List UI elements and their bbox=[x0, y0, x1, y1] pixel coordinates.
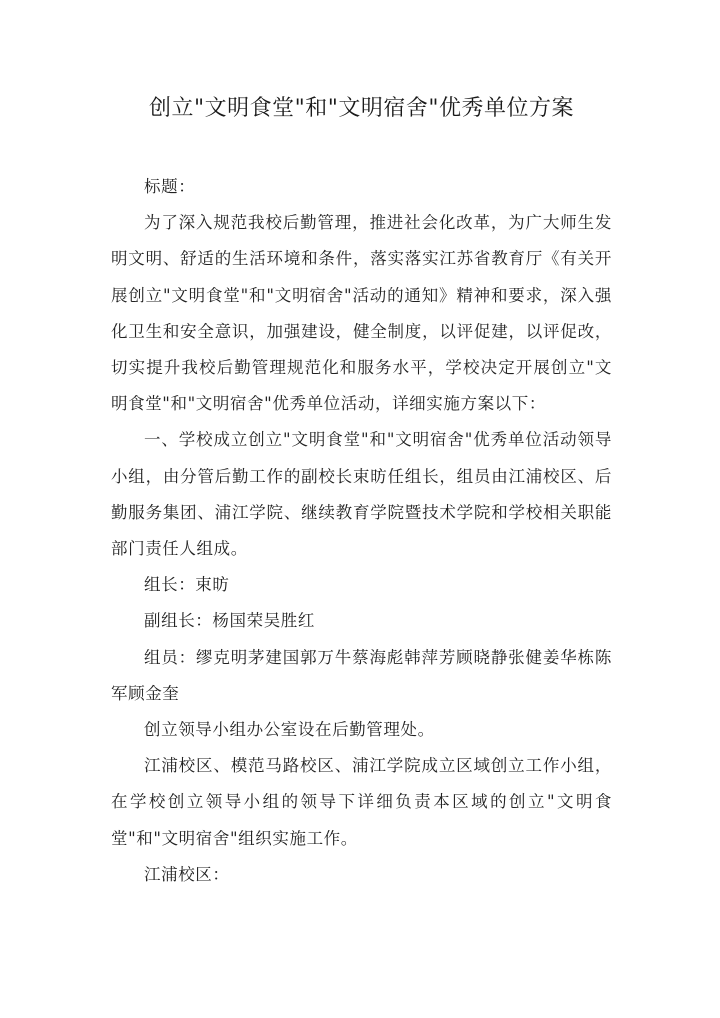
paragraph-deputy-leader: 副组长：杨国荣吴胜红 bbox=[144, 611, 315, 631]
paragraph-group-leader: 组长：束昉 bbox=[144, 575, 230, 595]
paragraph-section-one: 一、学校成立创立"文明食堂"和"文明宿舍"优秀单位活动领导小组，由分管后勤工作的副校长束昉任组长，组员由江浦校区、后勤服务集团、浦江学院、继续教育学院暨技术学院和学校相关职能部门责任人组成。 bbox=[111, 430, 612, 559]
paragraph-office: 创立领导小组办公室设在后勤管理处。 bbox=[144, 720, 435, 740]
document-title: 创立"文明食堂"和"文明宿舍"优秀单位方案 bbox=[149, 96, 574, 121]
paragraph-campus-groups: 江浦校区、模范马路校区、浦江学院成立区域创立工作小组，在学校创立领导小组的领导下详细负责本区域的创立"文明食堂"和"文明宿舍"组织实施工作。 bbox=[111, 756, 612, 848]
paragraph-heading-label: 标题： bbox=[144, 177, 196, 196]
document-body bbox=[111, 169, 612, 893]
paragraph-intro: 为了深入规范我校后勤管理，推进社会化改革，为广大师生发明文明、舒适的生活环境和条件，落实落实江苏省教育厅《有关开展创立"文明食堂"和"文明宿舍"活动的通知》精神和要求，深入强化卫生和安全意识，加强建设，健全制度，以评促建，以评促改，切实提升我校后勤管理规范化和服务水平，学校决定开展创立"文明食堂"和"文明宿舍"优秀单位活动，详细实施方案以下： bbox=[111, 213, 612, 414]
paragraph-jiangpu-campus: 江浦校区： bbox=[144, 864, 230, 884]
paragraph-members: 组员：缪克明茅建国郭万牛蔡海彪韩萍芳顾晓静张健姜华栋陈军顾金奎 bbox=[111, 647, 612, 703]
